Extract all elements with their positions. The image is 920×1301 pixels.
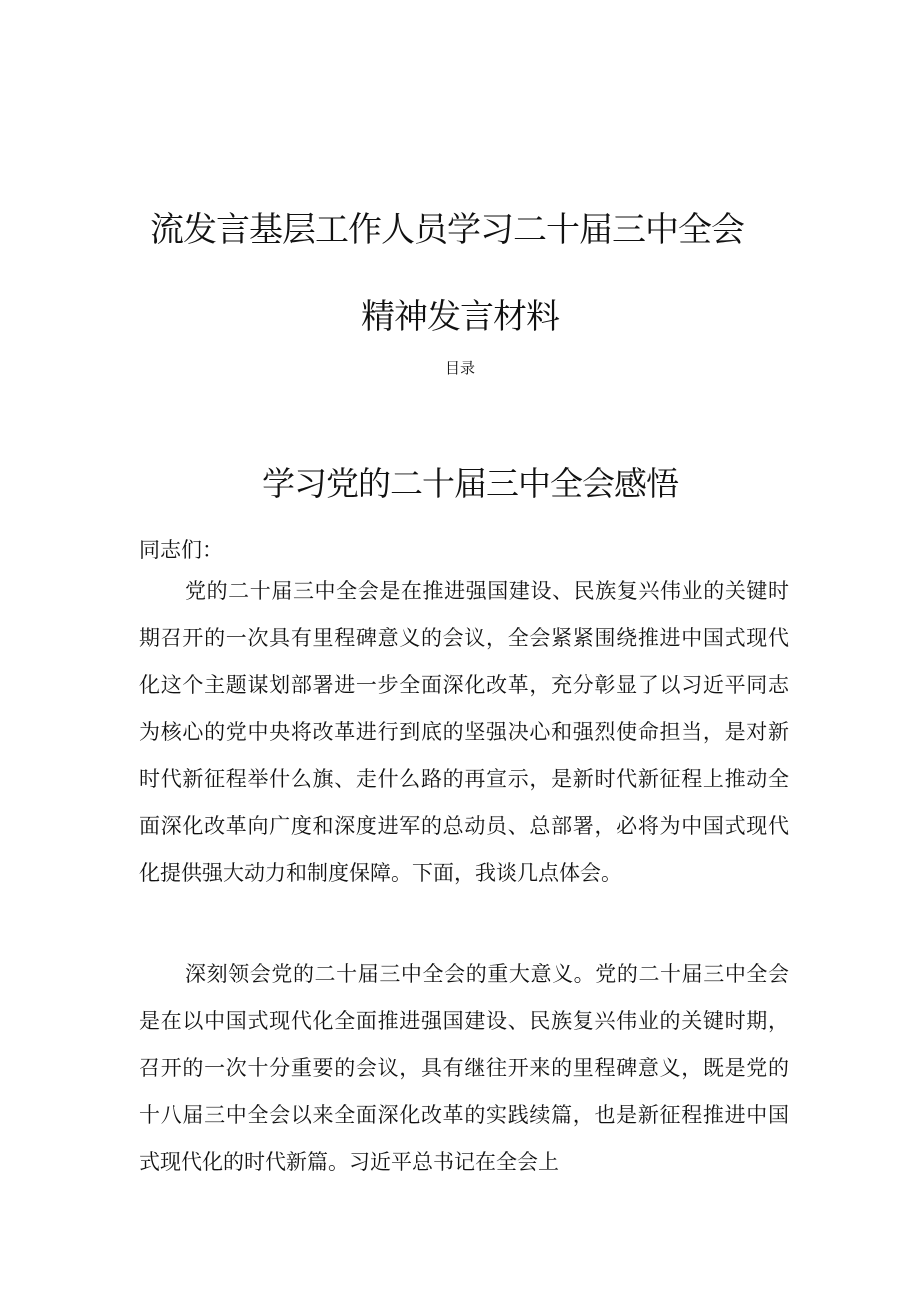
body-paragraph-1: 党的二十届三中全会是在推进强国建设、民族复兴伟业的关键时期召开的一次具有里程碑意义的会议，全会紧紧围绕推进中国式现代化这个主题谋划部署进一步全面深化改革，充分彰显了以习近平同志为核心的党中央将改革进行到底的坚强决心和强烈使命担当，是对新时代新征程举什么旗、走什么路的再宣示，是新时代新征程上推动全面深化改革向广度和深度进军的总动员、总部署，必将为中国式现代化提供强大动力和制度保障。下面，我谈几点体会。 [139,579,789,885]
body-paragraph-2: 深刻领会党的二十届三中全会的重大意义。党的二十届三中全会是在以中国式现代化全面推进强国建设、民族复兴伟业的关键时期，召开的一次十分重要的会议，具有继往开来的里程碑意义，既是党的十八届三中全会以来全面深化改革的实践续篇，也是新征程推进中国式现代化的时代新篇。习近平总书记在全会上 [139,962,789,1174]
salutation: 同志们： [139,538,223,562]
section-title: 学习党的二十届三中全会感悟 [262,464,678,503]
document-title-line-1: 流发言基层工作人员学习二十届三中全会 [150,210,744,250]
table-of-contents-label: 目录 [444,359,475,377]
document-title-line-2: 精神发言材料 [361,297,559,337]
